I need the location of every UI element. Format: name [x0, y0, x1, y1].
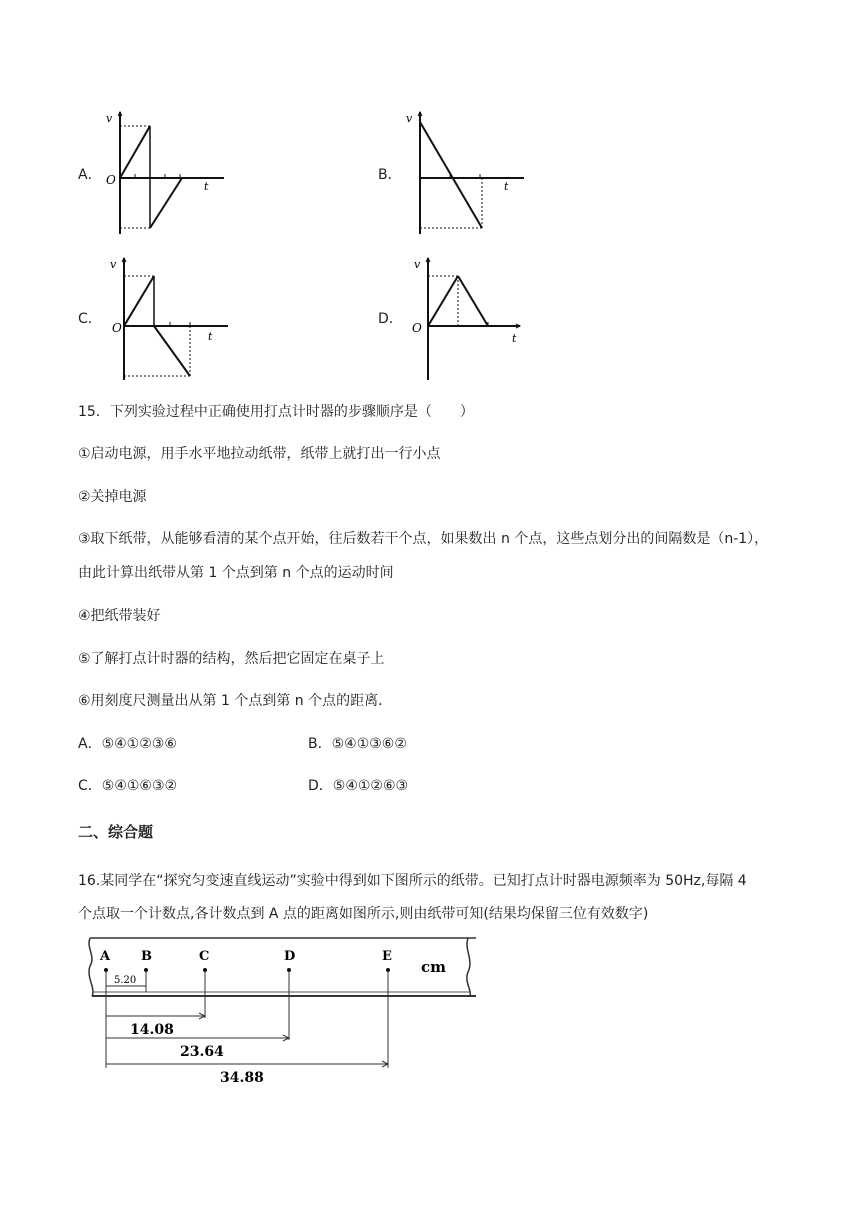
distance-ae: 34.88 [220, 1070, 264, 1084]
tape-dot-e [386, 968, 390, 972]
point-label-b: B [141, 949, 152, 964]
q15-step: 由此计算出纸带从第 1 个点到第 n 个点的运动时间 [78, 565, 394, 581]
point-label-e: E [382, 949, 392, 964]
tape-dot-d [287, 968, 291, 972]
q15-step: ④把纸带装好 [78, 608, 161, 624]
question-16-text-line2: 个点取一个计数点,各计数点到 A 点的距离如图所示,则由纸带可知(结果均保留三位有效数字) [78, 906, 649, 922]
paper-tape-diagram [84, 934, 480, 1084]
question-15-title: 15．下列实验过程中正确使用打点计时器的步骤顺序是（ ） [78, 404, 474, 420]
axis-v-label: v [414, 258, 421, 271]
axis-v-label: v [110, 258, 117, 271]
q15-step: ⑤了解打点计时器的结构，然后把它固定在桌子上 [78, 651, 385, 667]
question-16-text-line1: 16.某同学在“探究匀变速直线运动”实验中得到如下图所示的纸带。已知打点计时器电源频率为 50Hz,每隔 4 [78, 873, 747, 889]
axis-t-label: t [504, 180, 509, 193]
q15-step: ①启动电源，用手水平地拉动纸带，纸带上就打出一行小点 [78, 446, 441, 462]
section-title: 二、综合题 [78, 823, 154, 841]
option-label: A． [78, 167, 102, 183]
axis-t-label: t [204, 180, 209, 193]
point-label-d: D [284, 949, 296, 964]
vt-graph-d [408, 254, 538, 384]
axis-v-label: v [406, 112, 413, 125]
tape-dot-a [104, 968, 108, 972]
point-label-a: A [100, 949, 111, 964]
vt-graph-c [104, 254, 234, 384]
distance-ab: 5.20 [114, 975, 137, 986]
distance-ac: 14.08 [130, 1022, 174, 1038]
q15-option-c: C．⑤④①⑥③② [78, 778, 178, 794]
q15-option-d: D．⑤④①②⑥③ [308, 778, 409, 794]
q15-step: ⑥用刻度尺测量出从第 1 个点到第 n 个点的距离． [78, 693, 393, 709]
origin-label: O [112, 321, 122, 335]
vt-graph-a [100, 108, 230, 238]
q15-step: ②关掉电源 [78, 489, 147, 505]
distance-ad: 23.64 [180, 1044, 224, 1060]
q15-option-b: B．⑤④①③⑥② [308, 736, 407, 752]
axis-t-label: t [512, 332, 517, 345]
origin-label: O [106, 173, 116, 187]
axis-t-label: t [208, 330, 213, 343]
tape-dot-b [144, 968, 148, 972]
q15-option-a: A．⑤④①②③⑥ [78, 736, 177, 752]
option-label: B． [378, 167, 402, 183]
axis-v-label: v [106, 112, 113, 125]
tape-dot-c [203, 968, 207, 972]
point-label-c: C [199, 949, 210, 964]
vt-graph-b [400, 108, 530, 238]
unit-label: cm [421, 958, 447, 976]
q15-step: ③取下纸带，从能够看清的某个点开始，往后数若干个点，如果数出 n 个点，这些点划分出的间隔数是（n-1）， [78, 531, 769, 547]
option-label: D． [378, 311, 403, 327]
option-label: C． [78, 311, 102, 327]
origin-label: O [412, 321, 422, 335]
